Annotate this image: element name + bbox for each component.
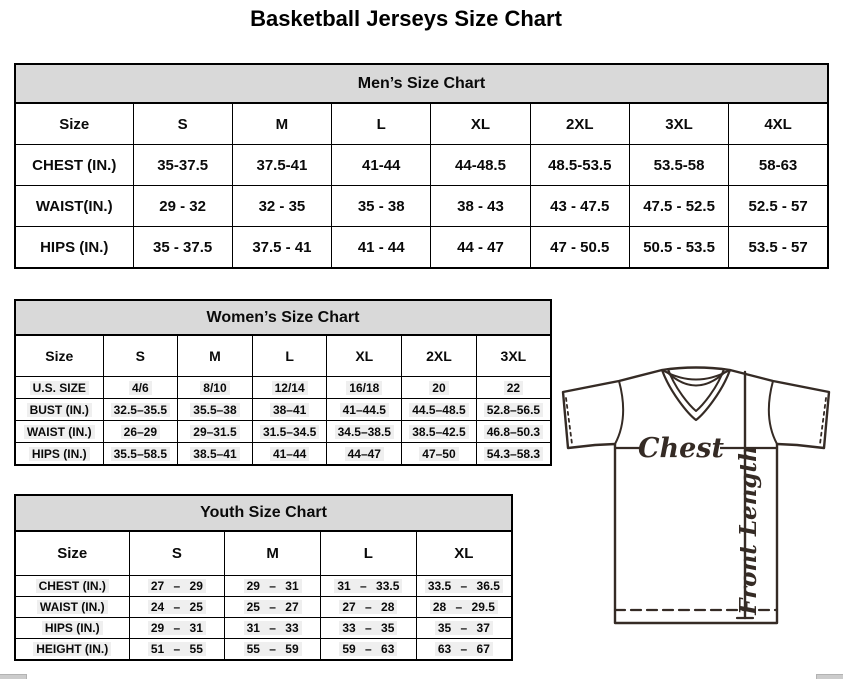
size-value-cell: [321, 639, 417, 661]
size-value-cell: [476, 443, 551, 466]
column-header: 2XL: [402, 335, 477, 377]
size-value-cell: [530, 227, 629, 269]
size-value-cell: [431, 145, 530, 186]
size-value-cell: [729, 227, 828, 269]
womens-size-chart-table: [14, 299, 552, 466]
table-row: [15, 421, 551, 443]
table-row: [15, 618, 512, 639]
column-header: XL: [431, 103, 530, 145]
row-label: BUST (IN.): [27, 403, 92, 417]
size-value: 31 – 33: [244, 621, 302, 635]
size-value-cell: [629, 186, 728, 227]
size-value: 12/14: [272, 381, 308, 395]
left-armhole-seam: [615, 381, 623, 444]
womens-table-title-band: [15, 300, 551, 335]
size-value-cell: [416, 618, 512, 639]
size-value: 48.5-53.5: [548, 156, 612, 174]
size-value: 58-63: [758, 156, 798, 174]
size-value-cell: [178, 421, 253, 443]
right-armhole-seam: [769, 381, 777, 444]
row-label: CHEST (IN.): [32, 156, 117, 174]
size-value: 22: [504, 381, 523, 395]
size-value-cell: [416, 576, 512, 597]
size-value: 51 – 55: [148, 642, 206, 656]
size-value: 4/6: [129, 381, 152, 395]
size-value: 37.5 - 41: [252, 238, 312, 256]
size-value: 29 – 31: [244, 579, 302, 593]
row-label-cell: [15, 227, 133, 269]
table-row: [15, 576, 512, 597]
jersey-outline: [563, 368, 829, 624]
youth-size-chart-table: [14, 494, 513, 661]
size-value-cell: [416, 597, 512, 618]
size-value-cell: [327, 443, 402, 466]
size-value: 35.5–38: [190, 403, 239, 417]
size-value: 33.5 – 36.5: [425, 579, 503, 593]
size-value-cell: [321, 576, 417, 597]
size-value-cell: [252, 421, 327, 443]
size-value: 38.5–41: [190, 447, 239, 461]
column-header: S: [133, 103, 232, 145]
size-value: 41 - 44: [357, 238, 405, 256]
size-value: 29 – 31: [148, 621, 206, 635]
size-value: 53.5-58: [653, 156, 705, 174]
table-row: [15, 377, 551, 399]
row-label: HIPS (IN.): [40, 238, 109, 256]
row-label: HIPS (IN.): [29, 447, 90, 461]
size-value: 31 – 33.5: [334, 579, 402, 593]
size-value-cell: [431, 186, 530, 227]
size-value-cell: [402, 443, 477, 466]
size-value: 47–50: [419, 447, 458, 461]
column-header: 3XL: [476, 335, 551, 377]
column-header: XL: [416, 531, 512, 576]
size-value-cell: [321, 618, 417, 639]
size-value: 46.8–50.3: [484, 425, 543, 439]
size-value: 27 – 28: [339, 600, 397, 614]
size-value-cell: [133, 186, 232, 227]
size-value: 53.5 - 57: [748, 238, 808, 256]
size-value: 16/18: [346, 381, 382, 395]
size-value-cell: [327, 377, 402, 399]
column-header: 4XL: [729, 103, 828, 145]
size-value: 43 - 47.5: [550, 197, 610, 215]
column-header: 3XL: [629, 103, 728, 145]
size-value-cell: [178, 443, 253, 466]
size-value-cell: [629, 145, 728, 186]
size-value: 29–31.5: [190, 425, 239, 439]
size-value-cell: [416, 639, 512, 661]
size-value: 35-37.5: [157, 156, 209, 174]
size-value: 35.5–58.5: [111, 447, 170, 461]
table-row: [15, 399, 551, 421]
size-value: 44–47: [345, 447, 384, 461]
size-value: 29 - 32: [159, 197, 206, 215]
size-value-cell: [103, 421, 178, 443]
size-value-cell: [133, 145, 232, 186]
size-value: 37.5-41: [256, 156, 308, 174]
size-value: 31.5–34.5: [260, 425, 319, 439]
column-header: Size: [15, 335, 103, 377]
size-value: 44 - 47: [457, 238, 504, 256]
size-value-cell: [332, 227, 431, 269]
size-value: 55 – 59: [244, 642, 302, 656]
size-value: 32.5–35.5: [111, 403, 170, 417]
table-row: [15, 186, 828, 227]
size-value-cell: [225, 639, 321, 661]
column-header: Size: [15, 531, 129, 576]
row-label: WAIST(IN.): [35, 197, 113, 215]
size-value: 47.5 - 52.5: [643, 197, 715, 215]
size-value: 63 – 67: [435, 642, 493, 656]
table-row: [15, 227, 828, 269]
size-value: 50.5 - 53.5: [643, 238, 715, 256]
row-label-cell: [15, 639, 129, 661]
column-header: M: [225, 531, 321, 576]
size-value-cell: [232, 186, 331, 227]
size-value-cell: [178, 377, 253, 399]
size-value: 32 - 35: [258, 197, 306, 215]
row-label: HEIGHT (IN.): [33, 642, 111, 656]
size-value-cell: [332, 145, 431, 186]
row-label: CHEST (IN.): [36, 579, 109, 593]
size-value-cell: [530, 145, 629, 186]
size-value: 44.5–48.5: [409, 403, 468, 417]
size-value: 52.8–56.5: [484, 403, 543, 417]
size-value-cell: [629, 227, 728, 269]
row-label-cell: [15, 597, 129, 618]
size-value-cell: [129, 597, 225, 618]
size-value: 25 – 27: [244, 600, 302, 614]
size-value: 59 – 63: [339, 642, 397, 656]
size-value: 54.3–58.3: [484, 447, 543, 461]
size-value: 35 – 37: [435, 621, 493, 635]
size-value-cell: [476, 421, 551, 443]
scrollbar-fragment-right[interactable]: [816, 674, 843, 679]
size-value-cell: [729, 145, 828, 186]
size-value: 41-44: [362, 156, 401, 174]
row-label-cell: [15, 186, 133, 227]
size-value-cell: [332, 186, 431, 227]
size-value: 35 - 37.5: [153, 238, 213, 256]
size-value-cell: [129, 639, 225, 661]
size-value-cell: [252, 399, 327, 421]
jersey-measurement-diagram: [550, 362, 842, 647]
column-header: L: [252, 335, 327, 377]
row-label-cell: [15, 421, 103, 443]
size-value: 34.5–38.5: [335, 425, 394, 439]
column-header: M: [178, 335, 253, 377]
size-value: 41–44: [270, 447, 309, 461]
size-value-cell: [129, 576, 225, 597]
size-value-cell: [252, 377, 327, 399]
youth-table-title-band: [15, 495, 512, 531]
table-row: [15, 639, 512, 661]
row-label: HIPS (IN.): [42, 621, 103, 635]
front-length-label: Front Length: [735, 445, 762, 615]
mens-size-chart-table: [14, 63, 829, 269]
size-value-cell: [476, 377, 551, 399]
size-value: 33 – 35: [339, 621, 397, 635]
chest-label: Chest: [638, 433, 724, 464]
size-value-cell: [225, 576, 321, 597]
row-label: U.S. SIZE: [30, 381, 89, 395]
size-value-cell: [225, 618, 321, 639]
size-value-cell: [178, 399, 253, 421]
size-value-cell: [232, 227, 331, 269]
size-value: 27 – 29: [148, 579, 206, 593]
size-value: 38 - 43: [457, 197, 504, 215]
youth-table-title: Youth Size Chart: [15, 495, 512, 531]
row-label-cell: [15, 145, 133, 186]
womens-table-title: Women’s Size Chart: [15, 300, 551, 335]
size-value-cell: [327, 399, 402, 421]
row-label-cell: [15, 576, 129, 597]
column-header: M: [232, 103, 331, 145]
size-value: 44-48.5: [455, 156, 506, 174]
size-value-cell: [225, 597, 321, 618]
table-row: [15, 145, 828, 186]
size-value-cell: [103, 377, 178, 399]
youth-column-header-row: [15, 531, 512, 576]
mens-table-title: Men’s Size Chart: [15, 64, 828, 103]
column-header: L: [332, 103, 431, 145]
size-value: 38.5–42.5: [409, 425, 468, 439]
mens-column-header-row: [15, 103, 828, 145]
size-value-cell: [402, 421, 477, 443]
size-value: 8/10: [200, 381, 229, 395]
size-value: 35 - 38: [357, 197, 405, 215]
row-label-cell: [15, 399, 103, 421]
size-value: 52.5 - 57: [748, 197, 808, 215]
column-header: Size: [15, 103, 133, 145]
table-row: [15, 597, 512, 618]
size-value-cell: [476, 399, 551, 421]
scrollbar-fragment-left[interactable]: [0, 674, 27, 679]
row-label: WAIST (IN.): [24, 425, 95, 439]
size-value: 20: [429, 381, 448, 395]
column-header: S: [103, 335, 178, 377]
size-value-cell: [252, 443, 327, 466]
size-value: 38–41: [270, 403, 309, 417]
size-value-cell: [530, 186, 629, 227]
row-label-cell: [15, 443, 103, 466]
column-header: XL: [327, 335, 402, 377]
size-value-cell: [133, 227, 232, 269]
size-value-cell: [103, 399, 178, 421]
column-header: 2XL: [530, 103, 629, 145]
size-value-cell: [103, 443, 178, 466]
size-value: 28 – 29.5: [430, 600, 498, 614]
row-label: WAIST (IN.): [37, 600, 108, 614]
table-row: [15, 443, 551, 466]
size-value: 24 – 25: [148, 600, 206, 614]
page-title: Basketball Jerseys Size Chart: [250, 6, 562, 31]
column-header: S: [129, 531, 225, 576]
size-value-cell: [402, 399, 477, 421]
size-value-cell: [729, 186, 828, 227]
womens-column-header-row: [15, 335, 551, 377]
row-label-cell: [15, 377, 103, 399]
size-value: 41–44.5: [340, 403, 389, 417]
size-value: 47 - 50.5: [550, 238, 610, 256]
size-value-cell: [232, 145, 331, 186]
mens-table-title-band: [15, 64, 828, 103]
size-value-cell: [327, 421, 402, 443]
row-label-cell: [15, 618, 129, 639]
size-value-cell: [129, 618, 225, 639]
size-value-cell: [402, 377, 477, 399]
size-value-cell: [431, 227, 530, 269]
size-value: 26–29: [121, 425, 160, 439]
size-value-cell: [321, 597, 417, 618]
column-header: L: [321, 531, 417, 576]
